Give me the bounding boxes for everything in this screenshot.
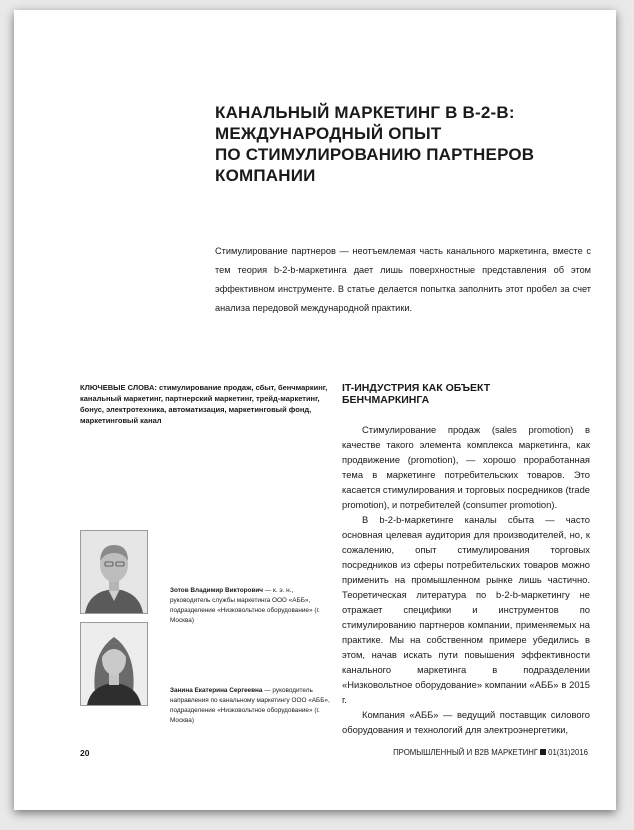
body-paragraph: Стимулирование продаж (sales promotion) в качестве такого элемента комплекса маркетинга, как продвижение (promotion), — хорошо проработанная тема в маркетинге потребительских товаров. Это касается стимулирования и торговых посредников (trade promotion), и потребителей (consumer promotion).	[342, 424, 590, 510]
square-separator-icon	[540, 749, 546, 755]
section-title	[342, 382, 602, 406]
author-1-name: Зотов Владимир Викторович	[170, 587, 264, 594]
page-number: 20	[80, 748, 90, 758]
journal-footer	[393, 748, 588, 757]
author-photo-2	[80, 622, 148, 706]
title-line: КАНАЛЬНЫЙ МАРКЕТИНГ В B-2-B:	[215, 103, 515, 122]
author-2-description: — руководитель направления по канальному маркетингу ООО «АББ», подразделение «Низковольтное оборудование» (г. Москва)	[170, 687, 330, 724]
section-title-line: IT-ИНДУСТРИЯ КАК ОБЪЕКТ	[342, 382, 491, 394]
article-lead: Стимулирование партнеров — неотъемлемая часть канального маркетинга, вместе с тем теория b-2-b-маркетинга дает лишь поверхностные представления об этом эффективном инструменте. В статье делается попытка заполнить этот пробел за счет анализа передовой международной практики.	[215, 246, 591, 313]
author-1-caption	[170, 586, 330, 626]
title-line: ПО СТИМУЛИРОВАНИЮ ПАРТНЕРОВ	[215, 145, 535, 164]
author-1-description: — к. э. н., руководитель службы маркетинга ООО «АББ», подразделение «Низковольтное оборудование» (г. Москва)	[170, 587, 320, 624]
title-line: МЕЖДУНАРОДНЫЙ ОПЫТ	[215, 124, 442, 143]
body-paragraph: В b-2-b-маркетинге каналы сбыта — часто основная целевая аудитория для производителей, но, к сожалению, опыт стимулирования торговых посредников из сферы потребительских товаров можно применить на промышленном рынке лишь частично. Теоретическая литература по b-2-b-маркетингу не отражает специфики и инструментов по стимулированию партнеров компании, применяемых на практике. Мы на собственном примере убедились в этом, начав искать пути повышения эффективности канального маркетинга в подразделении «Низковольтное оборудование» компании «АББ» в 2015 г.	[342, 514, 590, 705]
author-photo-1-image	[81, 531, 147, 613]
title-line: КОМПАНИИ	[215, 166, 316, 185]
author-2-name: Занина Екатерина Сергеевна	[170, 687, 263, 694]
author-photo-1	[80, 530, 148, 614]
article-body	[342, 422, 590, 737]
keywords-text: стимулирование продаж, сбыт, бенчмаркинг, канальный маркетинг, партнерский маркетинг, трейд-маркетинг, бонус, электротехника, автоматизация, маркетинговый фонд, маркетинговый канал	[80, 383, 328, 425]
author-photo-2-image	[81, 623, 147, 705]
journal-issue: 01(31)2016	[548, 748, 588, 757]
keywords-label: КЛЮЧЕВЫЕ СЛОВА:	[80, 383, 157, 392]
journal-page	[14, 10, 616, 810]
journal-name: ПРОМЫШЛЕННЫЙ И B2B МАРКЕТИНГ	[393, 748, 539, 757]
body-paragraph: Компания «АББ» — ведущий поставщик силового оборудования и технологий для электроэнергетики,	[342, 709, 590, 735]
author-2-caption	[170, 686, 330, 726]
section-title-line: БЕНЧМАРКИНГА	[342, 394, 430, 406]
keywords-block	[80, 382, 328, 426]
article-title	[215, 102, 595, 186]
